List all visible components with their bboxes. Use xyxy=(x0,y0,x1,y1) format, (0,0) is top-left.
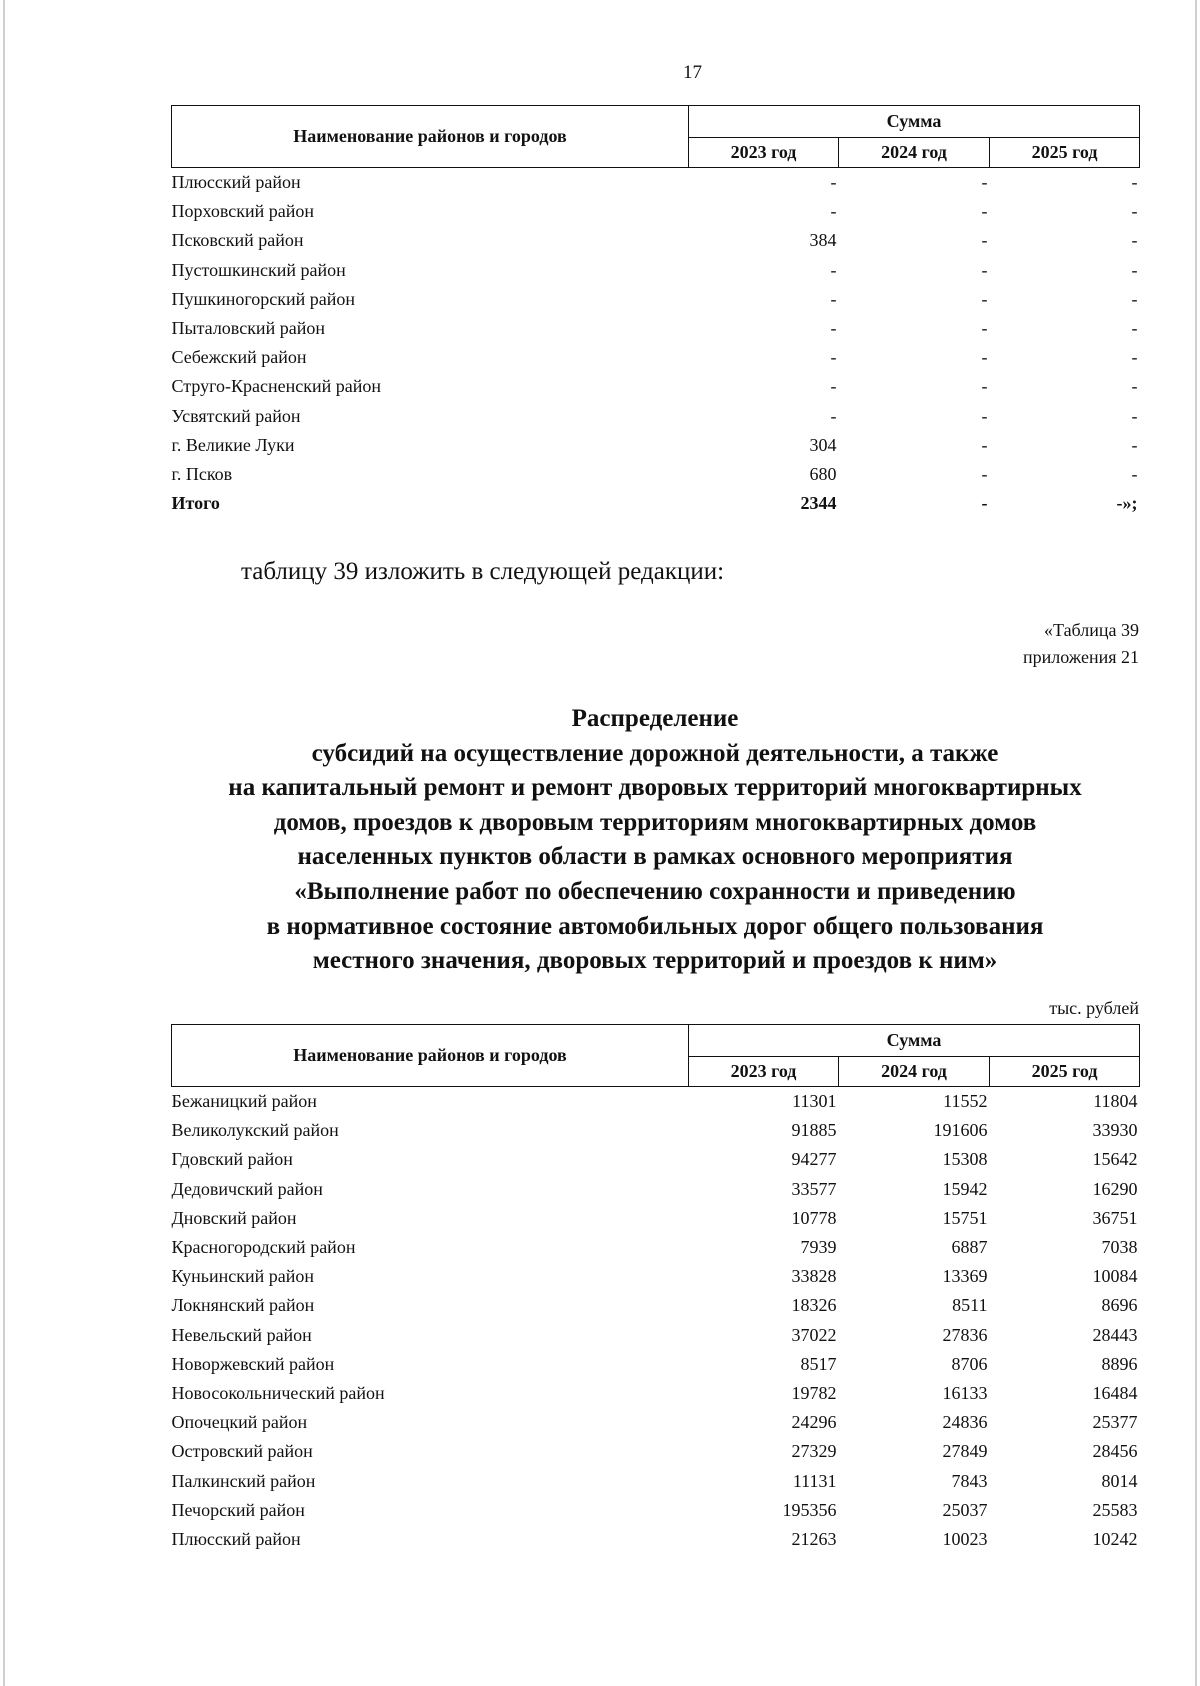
table-row xyxy=(172,460,1140,489)
table-row xyxy=(172,343,1140,372)
title-line: населенных пунктов области в рамках основного мероприятия xyxy=(297,843,1013,871)
cell-name: Плюсский район xyxy=(171,1528,301,1549)
cell-2025: - xyxy=(1131,318,1138,339)
table-row xyxy=(172,1437,1140,1466)
cell-2024: - xyxy=(981,230,988,251)
scan-edge-right xyxy=(1195,0,1197,1686)
cell-2023: 680 xyxy=(809,463,837,484)
cell-2024: - xyxy=(981,405,988,426)
cell-name: Усвятский район xyxy=(171,405,301,426)
cell-2025: 16290 xyxy=(1092,1178,1138,1199)
cell-2023: 94277 xyxy=(791,1149,837,1170)
cell-2024: 15308 xyxy=(942,1149,988,1170)
table-row xyxy=(172,226,1140,255)
table-row xyxy=(172,1379,1140,1408)
table-row xyxy=(172,314,1140,343)
cell-name: Печорский район xyxy=(171,1499,305,1520)
cell-2024: 24836 xyxy=(942,1412,988,1433)
cell-name: Псковский район xyxy=(171,230,304,251)
cell-2023: 21263 xyxy=(791,1528,837,1549)
cell-2025: 28456 xyxy=(1092,1441,1138,1462)
table-row xyxy=(172,1233,1140,1262)
total-cell-2024: - xyxy=(981,493,988,514)
cell-2023: 11131 xyxy=(792,1470,837,1491)
cell-2023: 24296 xyxy=(791,1412,837,1433)
table-row xyxy=(172,1175,1140,1204)
cell-name: Красногородский район xyxy=(171,1237,356,1258)
cell-2023: - xyxy=(830,347,837,368)
cell-name: Бежаницкий район xyxy=(171,1091,317,1112)
table-continuation xyxy=(171,105,1140,518)
cell-name: Дедовичский район xyxy=(171,1178,323,1199)
cell-2025: - xyxy=(1131,434,1138,455)
column-header-name: Наименование районов и городов xyxy=(172,1025,689,1087)
table-row xyxy=(172,1291,1140,1320)
cell-name: Пустошкинский район xyxy=(171,259,346,280)
cell-2025: 8696 xyxy=(1101,1295,1138,1316)
column-header-sum: Сумма xyxy=(689,1025,1140,1057)
instruction-text: таблицу 39 изложить в следующей редакции: xyxy=(241,558,725,585)
table-caption-number: «Таблица 39 xyxy=(1044,620,1139,640)
cell-name: Палкинский район xyxy=(171,1470,316,1491)
cell-2025: 11804 xyxy=(1093,1091,1138,1112)
cell-2023: 8517 xyxy=(800,1353,837,1374)
table-row xyxy=(172,1466,1140,1495)
cell-2024: 16133 xyxy=(942,1382,988,1403)
cell-2023: 10778 xyxy=(791,1207,837,1228)
column-header-name: Наименование районов и городов xyxy=(172,106,689,168)
table-row xyxy=(172,402,1140,431)
table-row xyxy=(172,1145,1140,1174)
cell-2025: - xyxy=(1131,259,1138,280)
table-row xyxy=(172,1116,1140,1145)
cell-2024: 8706 xyxy=(951,1353,988,1374)
cell-name: Великолукский район xyxy=(171,1120,339,1141)
cell-name: Порховский район xyxy=(171,201,314,222)
column-header-2023: 2023 год xyxy=(689,1057,839,1087)
cell-2023: 19782 xyxy=(791,1382,837,1403)
cell-2025: 28443 xyxy=(1092,1324,1138,1345)
cell-2024: 7843 xyxy=(951,1470,988,1491)
table-row xyxy=(172,1204,1140,1233)
cell-2024: 11552 xyxy=(943,1091,988,1112)
cell-2023: - xyxy=(830,318,837,339)
table-row xyxy=(172,1350,1140,1379)
total-cell-2023: 2344 xyxy=(800,493,837,514)
cell-2025: 15642 xyxy=(1092,1149,1138,1170)
cell-name: Плюсский район xyxy=(171,172,301,193)
table-caption-appendix: приложения 21 xyxy=(1022,647,1139,667)
cell-2025: - xyxy=(1131,288,1138,309)
table-row xyxy=(172,372,1140,401)
cell-2024: - xyxy=(981,434,988,455)
cell-2025: 16484 xyxy=(1092,1382,1138,1403)
title-line: субсидий на осуществление дорожной деятельности, а также xyxy=(311,739,999,767)
table-row xyxy=(172,197,1140,226)
cell-2024: 6887 xyxy=(951,1237,988,1258)
cell-2023: - xyxy=(830,201,837,222)
cell-2025: 10242 xyxy=(1092,1528,1138,1549)
cell-name: г. Великие Луки xyxy=(171,434,295,455)
cell-2024: - xyxy=(981,259,988,280)
cell-name: Пушкиногорский район xyxy=(171,288,356,309)
cell-2025: 8896 xyxy=(1101,1353,1138,1374)
cell-2025: 33930 xyxy=(1092,1120,1138,1141)
title-line: на капитальный ремонт и ремонт дворовых территорий многоквартирных xyxy=(228,774,1082,802)
cell-2024: 27849 xyxy=(942,1441,988,1462)
cell-2024: - xyxy=(981,318,988,339)
cell-2023: - xyxy=(830,259,837,280)
units-label: тыс. рублей xyxy=(1049,998,1139,1018)
column-header-2024: 2024 год xyxy=(839,1057,990,1087)
cell-name: Себежский район xyxy=(171,347,307,368)
title-line: в нормативное состояние автомобильных дорог общего пользования xyxy=(266,912,1044,940)
cell-name: Пыталовский район xyxy=(171,318,325,339)
column-header-2024: 2024 год xyxy=(839,138,990,168)
cell-2024: - xyxy=(981,376,988,397)
cell-2023: 304 xyxy=(809,434,837,455)
title-line: «Выполнение работ по обеспечению сохранности и приведению xyxy=(294,877,1016,905)
cell-2023: 7939 xyxy=(800,1237,837,1258)
page-number: 17 xyxy=(683,62,702,83)
table-row xyxy=(172,1321,1140,1350)
cell-2024: 10023 xyxy=(942,1528,988,1549)
total-cell-2025: -»; xyxy=(1116,493,1138,514)
cell-2024: 27836 xyxy=(942,1324,988,1345)
column-header-sum: Сумма xyxy=(689,106,1140,138)
cell-2023: 91885 xyxy=(791,1120,837,1141)
cell-2023: 37022 xyxy=(791,1324,837,1345)
cell-name: Локнянский район xyxy=(171,1295,315,1316)
cell-2023: 27329 xyxy=(791,1441,837,1462)
cell-name: Дновский район xyxy=(171,1207,297,1228)
cell-name: Струго-Красненский район xyxy=(171,376,382,397)
cell-2024: 15751 xyxy=(942,1207,988,1228)
cell-2024: 25037 xyxy=(942,1499,988,1520)
cell-2023: - xyxy=(830,405,837,426)
column-header-2025: 2025 год xyxy=(990,1057,1140,1087)
document-title xyxy=(171,702,1139,979)
cell-2023: - xyxy=(830,288,837,309)
cell-2025: 8014 xyxy=(1101,1470,1138,1491)
table-row xyxy=(172,168,1140,198)
cell-2024: - xyxy=(981,347,988,368)
cell-2024: 8511 xyxy=(952,1295,988,1316)
cell-name: Гдовский район xyxy=(171,1149,293,1170)
cell-2025: - xyxy=(1131,172,1138,193)
table-row xyxy=(172,1525,1140,1554)
cell-2024: 15942 xyxy=(942,1178,988,1199)
cell-2023: 18326 xyxy=(791,1295,837,1316)
table-row xyxy=(172,256,1140,285)
total-cell-name: Итого xyxy=(171,493,220,514)
cell-2023: - xyxy=(830,376,837,397)
table-row xyxy=(172,1408,1140,1437)
table-39 xyxy=(171,1024,1140,1554)
cell-name: Новоржевский район xyxy=(171,1353,335,1374)
column-header-2025: 2025 год xyxy=(990,138,1140,168)
cell-2023: 33577 xyxy=(791,1178,837,1199)
cell-2025: - xyxy=(1131,347,1138,368)
cell-2024: 191606 xyxy=(933,1120,988,1141)
cell-2025: 36751 xyxy=(1092,1207,1138,1228)
cell-2025: - xyxy=(1131,405,1138,426)
table-row xyxy=(172,1262,1140,1291)
cell-name: г. Псков xyxy=(171,463,233,484)
cell-2025: - xyxy=(1131,230,1138,251)
table-row xyxy=(172,1087,1140,1117)
cell-2023: 384 xyxy=(809,230,837,251)
title-line: Распределение xyxy=(571,705,739,732)
cell-2023: 195356 xyxy=(782,1499,837,1520)
scan-edge-left xyxy=(3,0,5,1686)
cell-name: Невельский район xyxy=(171,1324,312,1345)
cell-name: Куньинский район xyxy=(171,1266,315,1287)
cell-2024: - xyxy=(981,288,988,309)
cell-2025: 7038 xyxy=(1101,1237,1138,1258)
table-row xyxy=(172,285,1140,314)
cell-2023: 11301 xyxy=(792,1091,837,1112)
cell-2025: 10084 xyxy=(1092,1266,1138,1287)
cell-2024: - xyxy=(981,172,988,193)
title-line: домов, проездов к дворовым территориям многоквартирных домов xyxy=(273,808,1037,836)
table-row xyxy=(172,1496,1140,1525)
cell-2024: - xyxy=(981,463,988,484)
cell-2025: 25377 xyxy=(1092,1412,1138,1433)
cell-2023: 33828 xyxy=(791,1266,837,1287)
cell-name: Опочецкий район xyxy=(171,1412,308,1433)
cell-2025: 25583 xyxy=(1092,1499,1138,1520)
column-header-2023: 2023 год xyxy=(689,138,839,168)
cell-2025: - xyxy=(1131,463,1138,484)
cell-name: Новосокольнический район xyxy=(171,1382,385,1403)
total-row xyxy=(172,489,1140,518)
cell-2025: - xyxy=(1131,201,1138,222)
cell-name: Островский район xyxy=(171,1441,313,1462)
cell-2025: - xyxy=(1131,376,1138,397)
table-row xyxy=(172,431,1140,460)
cell-2023: - xyxy=(830,172,837,193)
cell-2024: 13369 xyxy=(942,1266,988,1287)
title-line: местного значения, дворовых территорий и проездов к ним» xyxy=(312,947,998,975)
cell-2024: - xyxy=(981,201,988,222)
